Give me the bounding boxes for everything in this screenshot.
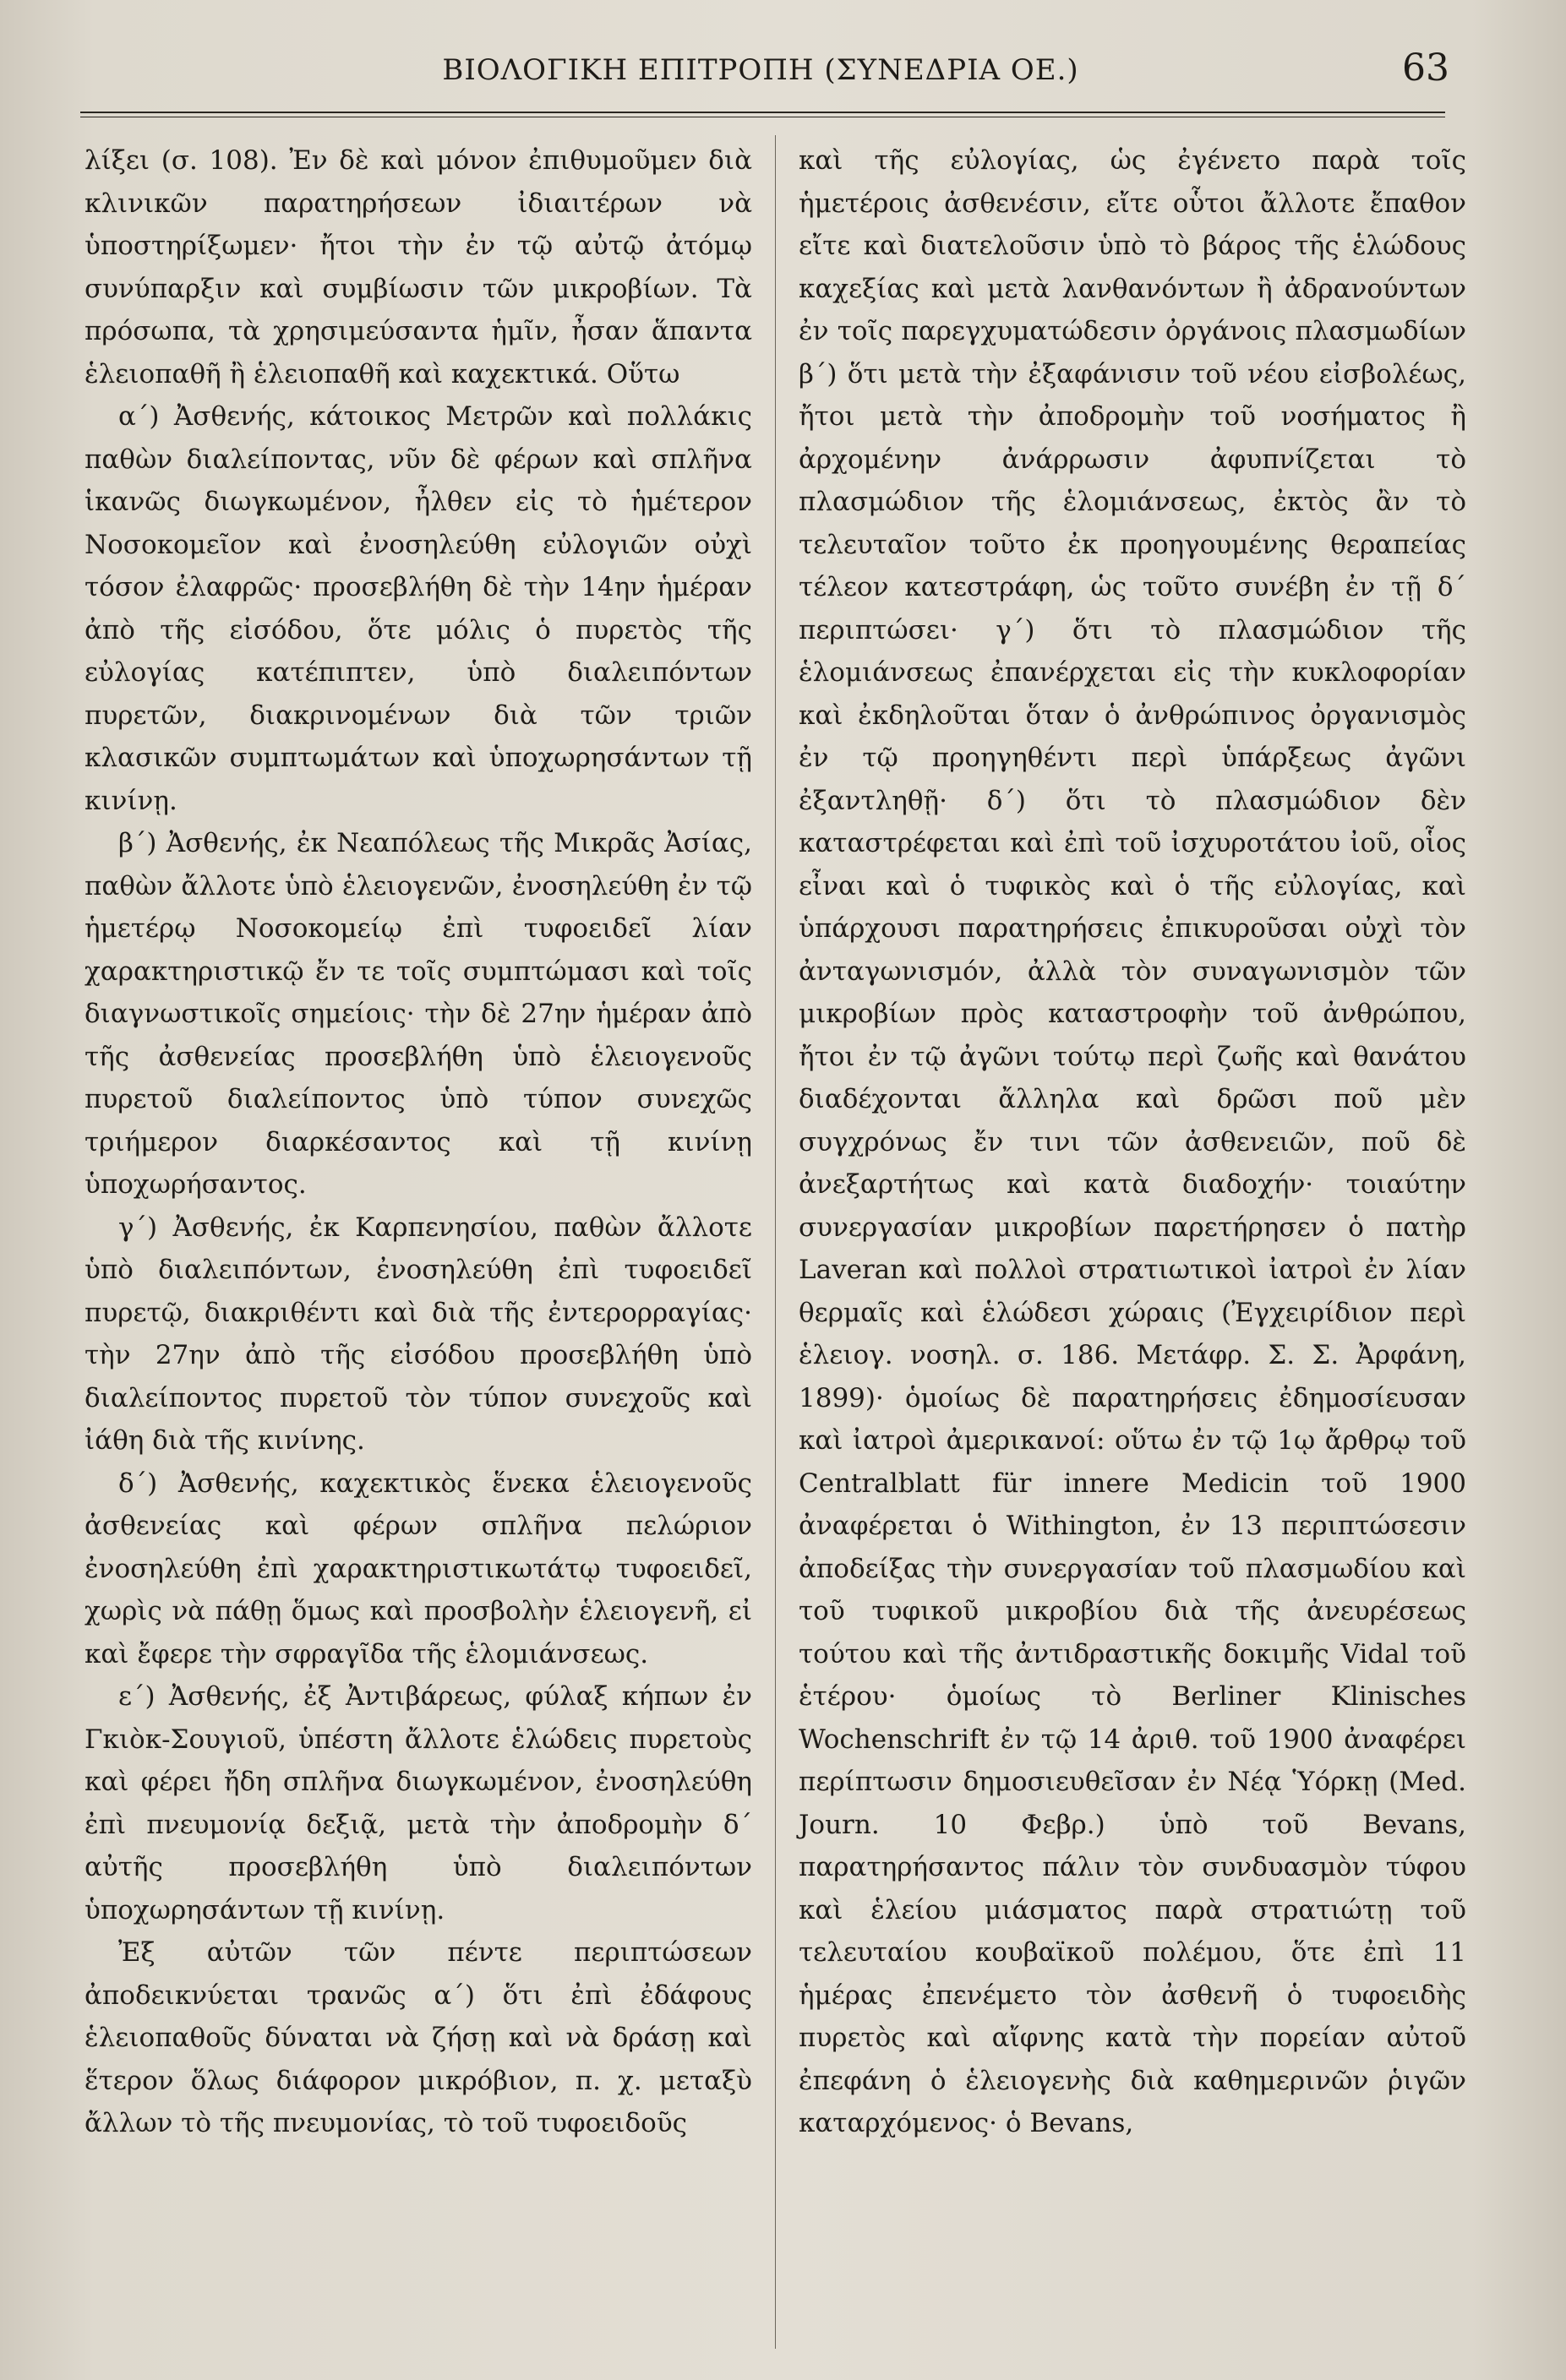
paragraph: δ΄) Ἀσθενής, καχεκτικὸς ἕνεκα ἑλειογενοῦς ἀσθενείας καὶ φέρων σπλῆνα πελώριον ἐνοσηλεύθη ἐπὶ χαρακτηριστικωτάτῳ τυφοειδεῖ, χωρὶς νὰ πάθῃ ὅμως καὶ προσβολὴν ἑλειογενῆ, εἰ καὶ ἔφερε τὴν σφραγῖδα τῆς ἑλομιάνσεως. [85,1468,752,1669]
column-divider [775,135,776,2349]
page-number: 63 [1402,46,1449,90]
left-column [85,139,752,2145]
paragraph: β΄) Ἀσθενής, ἐκ Νεαπόλεως τῆς Μικρᾶς Ἀσίας, παθὼν ἄλλοτε ὑπὸ ἑλειογενῶν, ἐνοσηλεύθη ἐν τῷ ἡμετέρῳ Νοσοκομείῳ ἐπὶ τυφοειδεῖ λίαν χαρακτηριστικῷ ἔν τε τοῖς συμπτώμασι καὶ τοῖς διαγνωστικοῖς σημείοις· τὴν δὲ 27ην ἡμέραν ἀπὸ τῆς ἀσθενείας προσεβλήθη ὑπὸ ἑλειογενοῦς πυρετοῦ διαλείποντος ὑπὸ τύπον συνεχῶς τριήμερον διαρκέσαντος καὶ τῇ κινίνῃ ὑποχωρήσαντος. [85,828,752,1200]
running-title: ΒΙΟΛΟΓΙΚΗ ΕΠΙΤΡΟΠΗ (ΣΥΝΕΔΡΙΑ ΟΕ.) [442,53,1079,87]
page-header [80,46,1449,106]
paragraph: καὶ τῆς εὐλογίας, ὡς ἐγένετο παρὰ τοῖς ἡμετέροις ἀσθενέσιν, εἴτε οὗτοι ἄλλοτε ἔπαθον εἴτε καὶ διατελοῦσιν ὑπὸ τὸ βάρος τῆς ἑλώδους καχεξίας καὶ μετὰ λανθανόντων ἢ ἀδρανούντων ἐν τοῖς παρεγχυματώδεσιν ὀργάνοις πλασμωδίων β΄) ὅτι μετὰ τὴν ἐξαφάνισιν τοῦ νέου εἰσβολέως, ἤτοι μετὰ τὴν ἀποδρομὴν τοῦ νοσήματος ἢ ἀρχομένην ἀνάρρωσιν ἀφυπνίζεται τὸ πλασμώδιον τῆς ἑλομιάνσεως, ἐκτὸς ἂν τὸ τελευταῖον τοῦτο ἐκ προηγουμένης θεραπείας τέλεον κατεστράφη, ὡς τοῦτο συνέβη ἐν τῇ δ΄ περιπτώσει· γ΄) ὅτι τὸ πλασμώδιον τῆς ἑλομιάνσεως ἐπανέρχεται εἰς τὴν κυκλοφορίαν καὶ ἐκδηλοῦται ὅταν ὁ ἀνθρώπινος ὀργανισμὸς ἐν τῷ προηγηθέντι περὶ ὑπάρξεως ἀγῶνι ἐξαντληθῇ· δ΄) ὅτι τὸ πλασμώδιον δὲν καταστρέφεται καὶ ἐπὶ τοῦ ἰσχυροτάτου ἰοῦ, οἷος εἶναι καὶ ὁ τυφικὸς καὶ ὁ τῆς εὐλογίας, καὶ ὑπάρχουσι παρατηρήσεις ἐπικυροῦσαι οὐχὶ τὸν ἀνταγωνισμόν, ἀλλὰ τὸν συναγωνισμὸν τῶν μικροβίων πρὸς καταστροφὴν τοῦ ἀνθρώπου, ἤτοι ἐν τῷ ἀγῶνι τούτῳ περὶ ζωῆς καὶ θανάτου διαδέχονται ἄλληλα καὶ δρῶσι ποῦ μὲν συγχρόνως ἔν τινι τῶν ἀσθενειῶν, ποῦ δὲ ἀνεξαρτήτως καὶ κατὰ διαδοχήν· τοιαύτην συνεργασίαν μικροβίων παρετήρησεν ὁ πατὴρ Laveran καὶ πολλοὶ στρατιωτικοὶ ἰατροὶ ἐν λίαν θερμαῖς καὶ ἑλώδεσι χώραις (Ἐγχειρίδιον περὶ ἑλειογ. νοσηλ. σ. 186. Μετάφρ. Σ. Σ. Ἀρφάνη, 1899)· ὁμοίως δὲ παρατηρήσεις ἐδημοσίευσαν καὶ ἰατροὶ ἀμερικανοί: οὕτω ἐν τῷ 1ῳ ἄρθρῳ τοῦ Centralblatt für innere Medicin τοῦ 1900 ἀναφέρεται ὁ Withington, ἐν 13 περιπτώσεσιν ἀποδείξας τὴν συνεργασίαν τοῦ πλασμωδίου καὶ τοῦ τυφικοῦ μικροβίου διὰ τῆς ἀνευρέσεως τούτου καὶ τῆς ἀντιδραστικῆς δοκιμῆς Vidal τοῦ ἑτέρου· ὁμοίως τὸ Berliner Klinisches Wochenschrift ἐν τῷ 14 ἀριθ. τοῦ 1900 ἀναφέρει περίπτωσιν δημοσιευθεῖσαν ἐν Νέᾳ Ὑόρκῃ (Med. Journ. 10 Φεβρ.) ὑπὸ τοῦ Bevans, παρατηρήσαντος πάλιν τὸν συνδυασμὸν τύφου καὶ ἑλείου μιάσματος παρὰ στρατιώτῃ τοῦ τελευταίου κουβαϊκοῦ πολέμου, ὅτε ἐπὶ 11 ἡμέρας ἐπενέμετο τὸν ἀσθενῆ ὁ τυφοειδὴς πυρετὸς καὶ αἴφνης κατὰ τὴν πορείαν αὐτοῦ ἐπεφάνη ὁ ἑλειογενὴς διὰ καθημερινῶν ῥιγῶν καταρχόμενος· ὁ Bevans, [799,145,1466,2138]
paragraph: Ἐξ αὐτῶν τῶν πέντε περιπτώσεων ἀποδεικνύεται τρανῶς α΄) ὅτι ἐπὶ ἐδάφους ἑλειοπαθοῦς δύναται νὰ ζήσῃ καὶ νὰ δράσῃ καὶ ἕτερον ὅλως διάφορον μικρόβιον, π. χ. μεταξὺ ἄλλων τὸ τῆς πνευμονίας, τὸ τοῦ τυφοειδοῦς [85,1937,752,2138]
header-rule [80,112,1445,113]
right-column [799,139,1466,2145]
paragraph: γ΄) Ἀσθενής, ἐκ Καρπενησίου, παθὼν ἄλλοτε ὑπὸ διαλειπόντων, ἐνοσηλεύθη ἐπὶ τυφοειδεῖ πυρετῷ, διακριθέντι καὶ διὰ τῆς ἐντερορραγίας· τὴν 27ην ἀπὸ τῆς εἰσόδου προσεβλήθη ὑπὸ διαλείποντος πυρετοῦ τὸν τύπον συνεχοῦς καὶ ἰάθη διὰ τῆς κινίνης. [85,1212,752,1456]
paragraph: α΄) Ἀσθενής, κάτοικος Μετρῶν καὶ πολλάκις παθὼν διαλείποντας, νῦν δὲ φέρων καὶ σπλῆνα ἱκανῶς διωγκωμένον, ἦλθεν εἰς τὸ ἡμέτερον Νοσοκομεῖον καὶ ἐνοσηλεύθη εὐλογιῶν οὐχὶ τόσον ἐλαφρῶς· προσεβλήθη δὲ τὴν 14ην ἡμέραν ἀπὸ τῆς εἰσόδου, ὅτε μόλις ὁ πυρετὸς τῆς εὐλογίας κατέπιπτεν, ὑπὸ διαλειπόντων πυρετῶν, διακρινομένων διὰ τῶν τριῶν κλασικῶν συμπτωμάτων καὶ ὑποχωρησάντων τῇ κινίνῃ. [85,401,752,816]
paragraph: ε΄) Ἀσθενής, ἐξ Ἀντιβάρεως, φύλαξ κήπων ἐν Γκιὸκ-Σουγιοῦ, ὑπέστη ἄλλοτε ἑλώδεις πυρετοὺς καὶ φέρει ἤδη σπλῆνα διωγκωμένον, ἐνοσηλεύθη ἐπὶ πνευμονίᾳ δεξιᾷ, μετὰ τὴν ἀποδρομὴν δ΄ αὐτῆς προσεβλήθη ὑπὸ διαλειπόντων ὑποχωρησάντων τῇ κινίνῃ. [85,1681,752,1925]
paragraph: λίξει (σ. 108). Ἐν δὲ καὶ μόνον ἐπιθυμοῦμεν διὰ κλινικῶν παρατηρήσεων ἰδιαιτέρων νὰ ὑποστηρίξωμεν· ἤτοι τὴν ἐν τῷ αὐτῷ ἀτόμῳ συνύπαρξιν καὶ συμβίωσιν τῶν μικροβίων. Τὰ πρόσωπα, τὰ χρησιμεύσαντα ἡμῖν, ἦσαν ἅπαντα ἑλειοπαθῆ ἢ ἑλειοπαθῆ καὶ καχεκτικά. Οὕτω [85,145,752,389]
